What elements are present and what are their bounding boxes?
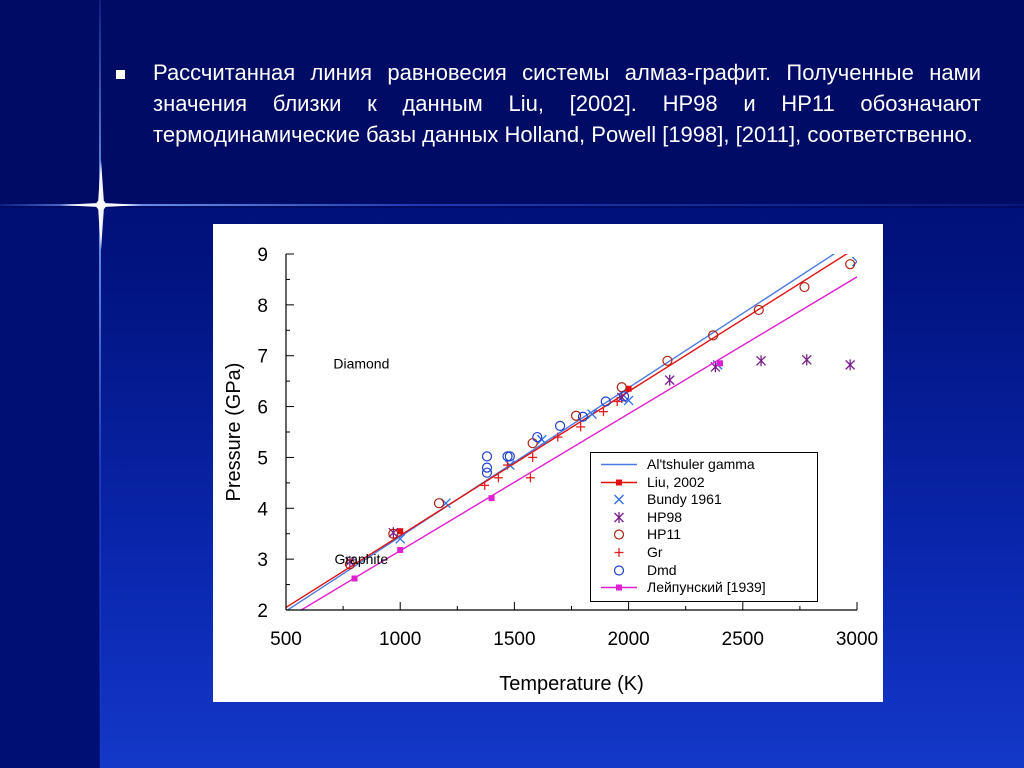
data-point-1939 xyxy=(352,575,358,581)
data-point-dmd xyxy=(601,397,610,406)
data-point-hp11 xyxy=(846,260,855,269)
legend-entry xyxy=(591,544,817,561)
legend-marker xyxy=(615,548,624,557)
data-point-hp98 xyxy=(665,375,674,386)
legend-swatch xyxy=(599,509,639,526)
legend-label: Лейпунский [1939] xyxy=(647,579,766,596)
data-point-dmd xyxy=(533,433,542,442)
legend-entry xyxy=(591,509,817,526)
data-point-gr xyxy=(480,481,489,490)
data-point-dmd xyxy=(505,452,514,461)
legend-swatch xyxy=(599,456,639,473)
chart-legend xyxy=(590,452,818,602)
legend-label: Liu, 2002 xyxy=(647,473,705,490)
legend-swatch xyxy=(599,544,639,561)
y-tick-label: 2 xyxy=(257,601,268,622)
data-point-dmd xyxy=(556,421,565,430)
x-tick-label: 500 xyxy=(270,629,302,650)
data-point-hp11 xyxy=(800,283,809,292)
legend-swatch xyxy=(599,579,639,596)
legend-entry xyxy=(591,456,817,473)
x-tick-label: 3000 xyxy=(835,629,879,650)
legend-entry xyxy=(591,579,817,596)
y-tick-label: 5 xyxy=(257,448,268,470)
data-point-1939 xyxy=(717,360,723,366)
slide-bullet-text: Рассчитанная линия равновесия системы алмаз-графит. Полученные нами значения близки к данным Liu, [2002]. HP98 и HP11 обозначают термодинамические базы данных Holland, Powell [1998], [2011], соответственно. xyxy=(153,60,981,147)
legend-entry xyxy=(591,491,817,508)
legend-swatch xyxy=(599,562,639,579)
y-axis-label: Pressure (GPa) xyxy=(223,362,245,502)
data-point-hp11 xyxy=(528,439,537,448)
data-point-dmd xyxy=(482,452,491,461)
chart-panel xyxy=(213,224,883,702)
left-band xyxy=(0,208,100,768)
data-point-hp98 xyxy=(802,354,811,365)
region-label: Diamond xyxy=(333,355,390,372)
data-point-dmd xyxy=(503,452,512,461)
data-point-hp11 xyxy=(617,383,626,392)
bullet-marker xyxy=(116,70,125,79)
y-tick-label: 3 xyxy=(257,550,268,572)
x-tick-label: 2500 xyxy=(721,629,764,650)
x-tick-label: 1000 xyxy=(379,629,422,650)
legend-marker xyxy=(616,479,622,485)
decorative-vertical-line xyxy=(99,0,101,768)
sparkle-icon xyxy=(60,160,142,250)
data-point-hp98 xyxy=(846,359,855,370)
data-point-1939 xyxy=(397,547,403,553)
legend-marker xyxy=(615,530,624,539)
legend-swatch xyxy=(599,526,639,543)
legend-label: Bundy 1961 xyxy=(647,491,722,508)
decorative-horizontal-line xyxy=(0,204,1024,206)
legend-marker xyxy=(615,495,624,504)
x-tick-label: 2000 xyxy=(607,629,650,650)
data-point-1939 xyxy=(489,495,495,501)
data-point-hp11 xyxy=(435,499,444,508)
legend-marker xyxy=(615,566,624,575)
y-tick-label: 4 xyxy=(257,499,268,521)
y-tick-label: 8 xyxy=(257,295,268,317)
y-tick-label: 6 xyxy=(257,397,268,419)
legend-swatch xyxy=(599,491,639,508)
legend-marker xyxy=(616,585,622,591)
legend-swatch xyxy=(599,474,639,491)
x-tick-label: 1500 xyxy=(493,629,536,650)
legend-label: Gr xyxy=(647,544,663,560)
legend-label: Dmd xyxy=(647,561,677,578)
legend-marker xyxy=(615,512,624,523)
legend-label: HP11 xyxy=(647,526,681,543)
legend-label: Al'tshuler gamma xyxy=(647,456,755,472)
legend-entry xyxy=(591,526,817,543)
region-label: Graphite xyxy=(334,551,389,568)
y-tick-label: 9 xyxy=(257,245,268,266)
legend-label: HP98 xyxy=(647,508,683,525)
x-axis-label: Temperature (K) xyxy=(499,673,644,695)
data-point-hp98 xyxy=(757,355,766,366)
y-tick-label: 7 xyxy=(257,346,268,368)
legend-entry xyxy=(591,562,817,579)
legend-entry xyxy=(591,474,817,491)
